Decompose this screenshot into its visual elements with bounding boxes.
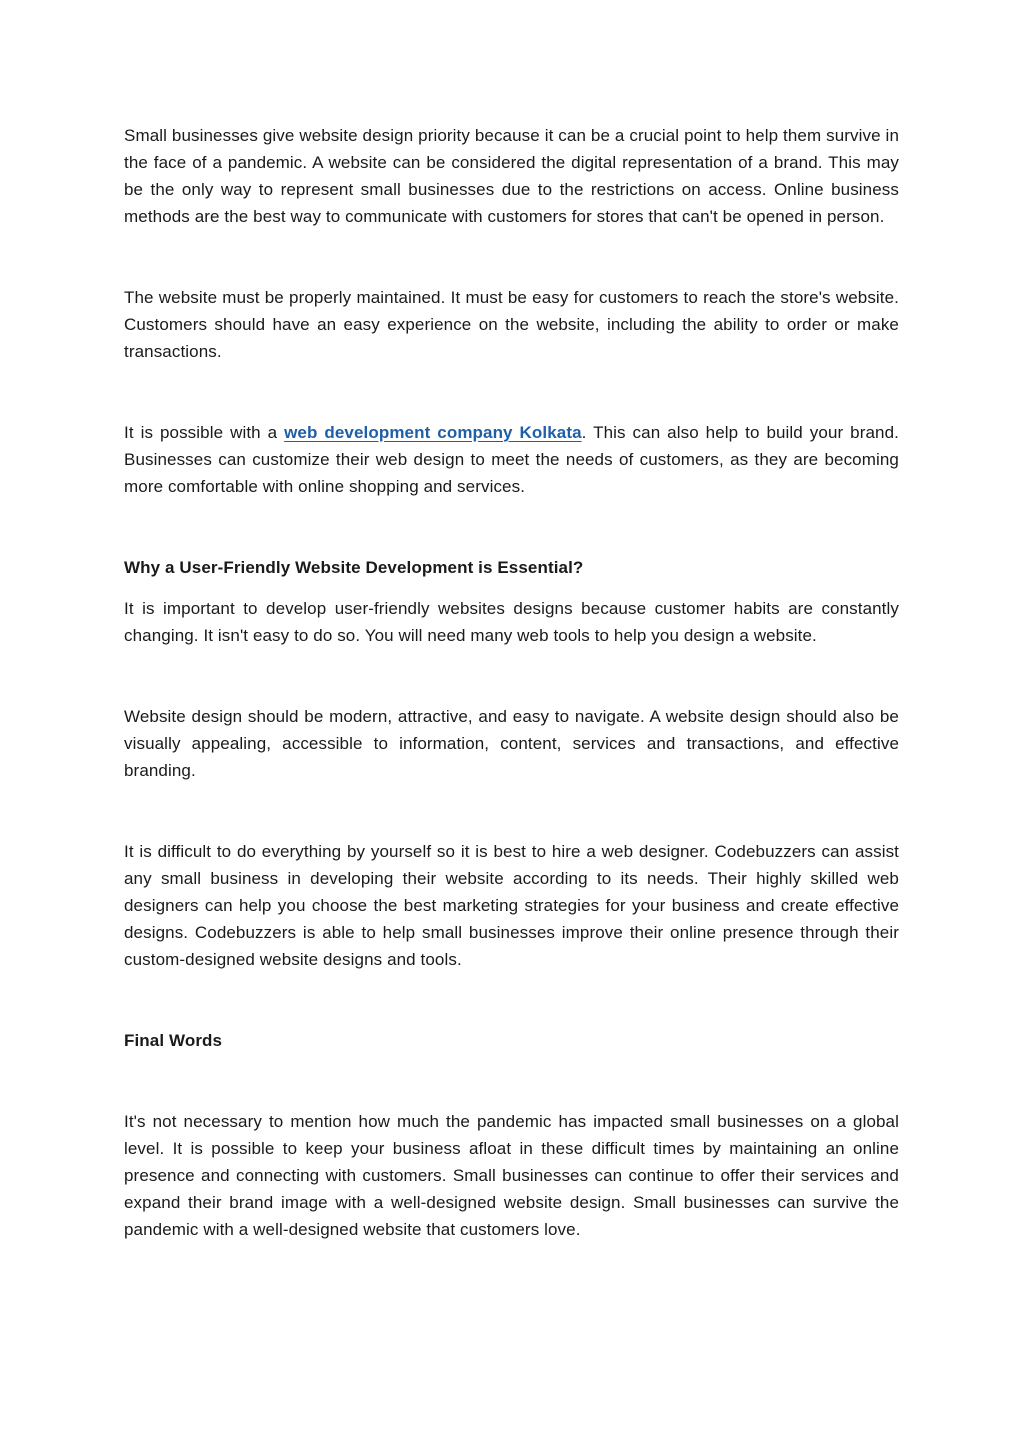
paragraph-intro: Small businesses give website design priority because it can be a crucial point to help them survive in the face of a pandemic. A website can be considered the digital representation of a brand. This may be the only way to represent small businesses due to the restrictions on access. Online business methods are the best way to communicate with customers for stores that can't be opened in person. xyxy=(124,126,899,226)
paragraph-web-development xyxy=(124,419,899,500)
web-development-company-link[interactable]: web development company Kolkata xyxy=(284,423,582,442)
paragraph-maintenance: The website must be properly maintained. It must be easy for customers to reach the store's website. Customers should have an easy experience on the website, including the ability to order or make transactions. xyxy=(124,288,899,361)
paragraph-conclusion: It's not necessary to mention how much the pandemic has impacted small businesses on a global level. It is possible to keep your business afloat in these difficult times by maintaining an online presence and connecting with customers. Small businesses can continue to offer their services and expand their brand image with a well-designed website design. Small businesses can survive the pandemic with a well-designed website that customers love. xyxy=(124,1112,899,1239)
document-body xyxy=(124,122,899,1243)
paragraph-design-qualities: Website design should be modern, attractive, and easy to navigate. A website design should also be visually appealing, accessible to information, content, services and transactions, and effective branding. xyxy=(124,707,899,780)
heading-final-words: Final Words xyxy=(124,1031,223,1050)
paragraph-web-development-tail: . This can also help to build your brand. Businesses can customize their web design to meet the needs of customers, as they are becoming more comfortable with online shopping and services. xyxy=(124,423,899,496)
heading-user-friendly: Why a User-Friendly Website Development is Essential? xyxy=(124,558,584,577)
paragraph-web-development-lead: It is possible with a xyxy=(124,423,285,442)
paragraph-codebuzzers: It is difficult to do everything by yourself so it is best to hire a web designer. Codebuzzers can assist any small business in developing their website according to its needs. Their highly skilled web designers can help you choose the best marketing strategies for your business and create effective designs. Codebuzzers is able to help small businesses improve their online presence through their custom-designed website designs and tools. xyxy=(124,842,899,969)
paragraph-user-friendly: It is important to develop user-friendly websites designs because customer habits are constantly changing. It isn't easy to do so. You will need many web tools to help you design a website. xyxy=(124,599,899,645)
